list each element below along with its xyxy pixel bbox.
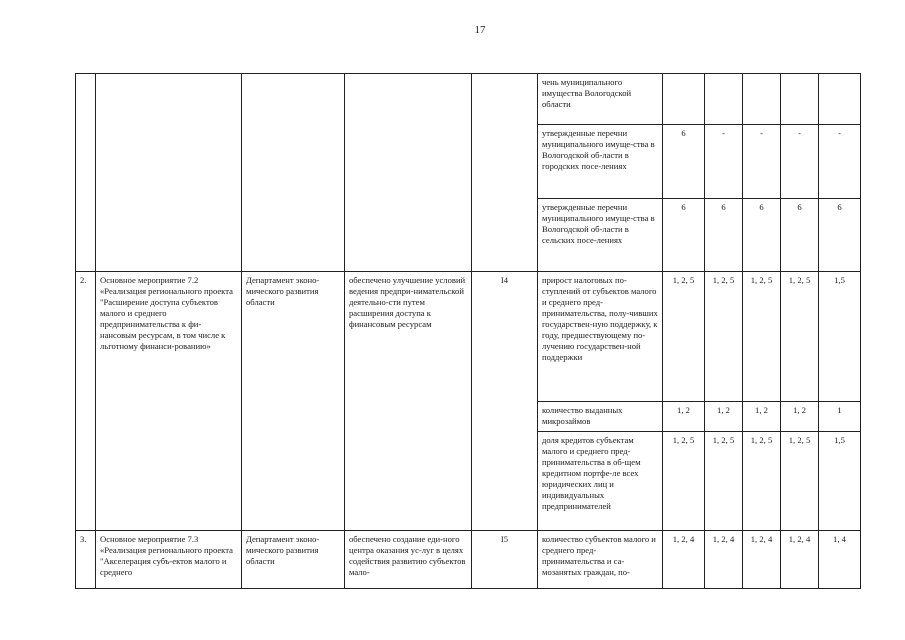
result-cell: обеспечено создание еди-ного центра оказания ус-луг в целях содействия развитию субъектов мало-: [345, 531, 472, 589]
value-cell: 1,5: [819, 272, 861, 402]
value-cell: 1, 2, 4: [743, 531, 781, 589]
value-cell: 1, 2, 5: [743, 272, 781, 402]
value-cell: 6: [819, 199, 861, 272]
indicator-cell: чень муниципального имущества Вологодской области: [538, 74, 663, 125]
value-cell: 1,5: [819, 432, 861, 531]
value-cell: [781, 74, 819, 125]
value-cell: 1, 2: [663, 402, 705, 432]
result-cell: обеспечено улучшение условий ведения предпри-нимательской деятельно-сти путем расширения доступа к финансовым ресурсам: [345, 272, 472, 531]
code-cell: I4: [472, 272, 538, 531]
value-cell: -: [781, 125, 819, 199]
value-cell: 1, 2, 5: [743, 432, 781, 531]
indicator-cell: количество выданных микрозаймов: [538, 402, 663, 432]
indicator-cell: доля кредитов субъектам малого и среднего пред-принимательства в об-щем кредитном портфе-ле всех юридических лиц и индивидуальных предпринимателей: [538, 432, 663, 531]
row-number: 3.: [76, 531, 96, 589]
table-row: [76, 272, 861, 402]
event-cell: [96, 74, 242, 272]
executor-cell: Департамент эконо-мического развития области: [242, 531, 345, 589]
result-cell: [345, 74, 472, 272]
value-cell: 6: [663, 125, 705, 199]
value-cell: 1, 2, 4: [781, 531, 819, 589]
table-row: [76, 74, 861, 125]
value-cell: [743, 74, 781, 125]
row-number: [76, 74, 96, 272]
value-cell: 1, 2, 5: [663, 272, 705, 402]
value-cell: -: [705, 125, 743, 199]
indicator-cell: количество субъектов малого и среднего пред-принимательства и са-мозанятых граждан, по-: [538, 531, 663, 589]
value-cell: 6: [743, 199, 781, 272]
value-cell: -: [743, 125, 781, 199]
value-cell: 1, 2, 5: [781, 432, 819, 531]
value-cell: [705, 74, 743, 125]
event-cell: Основное мероприятие 7.3 «Реализация регионального проекта "Акселерация субъ-ектов малого и среднего: [96, 531, 242, 589]
value-cell: -: [819, 125, 861, 199]
value-cell: 1: [819, 402, 861, 432]
value-cell: 6: [663, 199, 705, 272]
value-cell: 1, 2, 5: [705, 432, 743, 531]
value-cell: 1, 2: [743, 402, 781, 432]
program-table: [75, 73, 861, 589]
value-cell: [663, 74, 705, 125]
value-cell: 1, 4: [819, 531, 861, 589]
executor-cell: Департамент эконо-мического развития области: [242, 272, 345, 531]
value-cell: 1, 2, 4: [663, 531, 705, 589]
value-cell: 1, 2, 5: [705, 272, 743, 402]
value-cell: 1, 2, 5: [663, 432, 705, 531]
executor-cell: [242, 74, 345, 272]
page-number: 17: [474, 24, 486, 36]
code-cell: I5: [472, 531, 538, 589]
row-number: 2.: [76, 272, 96, 531]
value-cell: [819, 74, 861, 125]
table-row: [76, 531, 861, 589]
value-cell: 1, 2: [781, 402, 819, 432]
code-cell: [472, 74, 538, 272]
value-cell: 1, 2, 5: [781, 272, 819, 402]
indicator-cell: прирост налоговых по-ступлений от субъектов малого и среднего пред-принимательства, полу-чивших государствен-ную поддержку, к году, предшествующему по-лучению государствен-ной поддержки: [538, 272, 663, 402]
value-cell: 6: [705, 199, 743, 272]
indicator-cell: утвержденные перечни муниципального имуще-ства в Вологодской об-ласти в городских посе-лениях: [538, 125, 663, 199]
event-cell: Основное мероприятие 7.2 «Реализация регионального проекта "Расширение доступа субъектов малого и среднего предпринимательства к фи-нансовым ресурсам, в том числе к льготному финанси-рованию»: [96, 272, 242, 531]
value-cell: 6: [781, 199, 819, 272]
value-cell: 1, 2, 4: [705, 531, 743, 589]
value-cell: 1, 2: [705, 402, 743, 432]
indicator-cell: утвержденные перечни муниципального имуще-ства в Вологодской об-ласти в сельских посе-лениях: [538, 199, 663, 272]
